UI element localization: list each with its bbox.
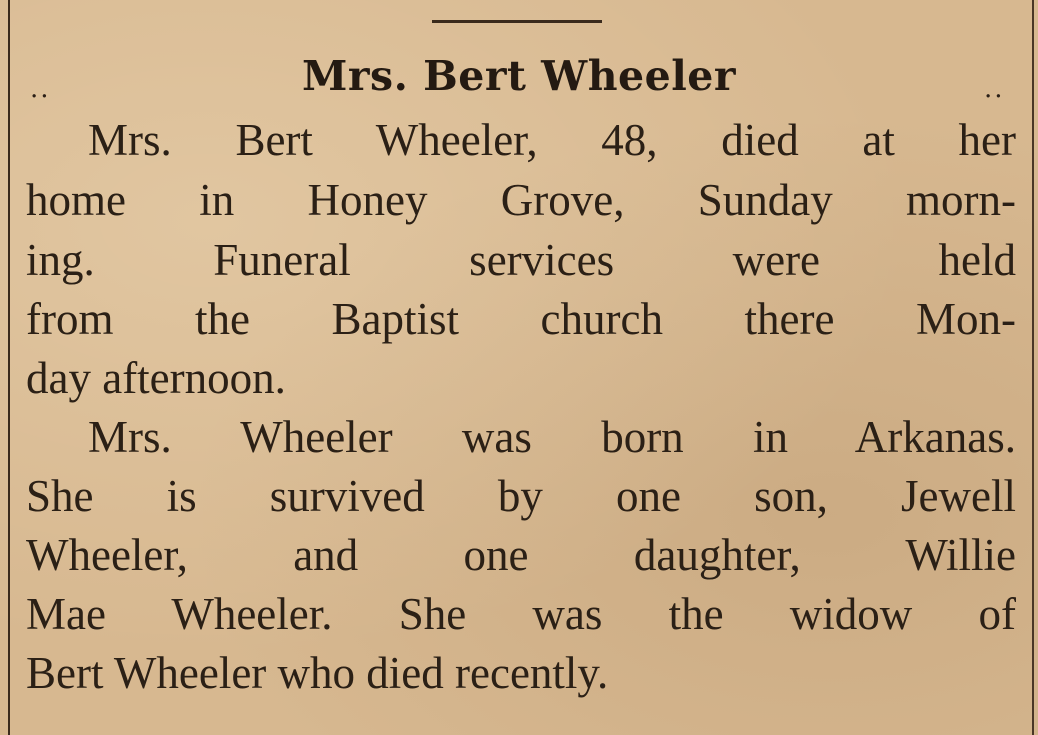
body-line-3: ing. Funeral services were held bbox=[26, 235, 1016, 285]
body-line-8: Wheeler, and one daughter, Willie bbox=[26, 530, 1016, 580]
left-column-rule bbox=[8, 0, 10, 735]
body-line-1: Mrs. Bert Wheeler, 48, died at her bbox=[88, 115, 1016, 165]
ornament-right: .. bbox=[984, 74, 1005, 104]
article-headline: Mrs. Bert Wheeler bbox=[302, 52, 736, 100]
body-line-4: from the Baptist church there Mon- bbox=[26, 294, 1016, 344]
body-line-5: day afternoon. bbox=[26, 353, 286, 403]
body-line-2: home in Honey Grove, Sunday morn- bbox=[26, 175, 1016, 225]
right-column-rule bbox=[1032, 0, 1034, 735]
body-line-6: Mrs. Wheeler was born in Arkanas. bbox=[88, 412, 1016, 462]
body-line-9: Mae Wheeler. She was the widow of bbox=[26, 589, 1016, 639]
body-line-10: Bert Wheeler who died recently. bbox=[26, 648, 609, 698]
ornament-left: .. bbox=[30, 74, 51, 104]
body-line-7: She is survived by one son, Jewell bbox=[26, 471, 1016, 521]
top-divider-rule bbox=[432, 20, 602, 23]
